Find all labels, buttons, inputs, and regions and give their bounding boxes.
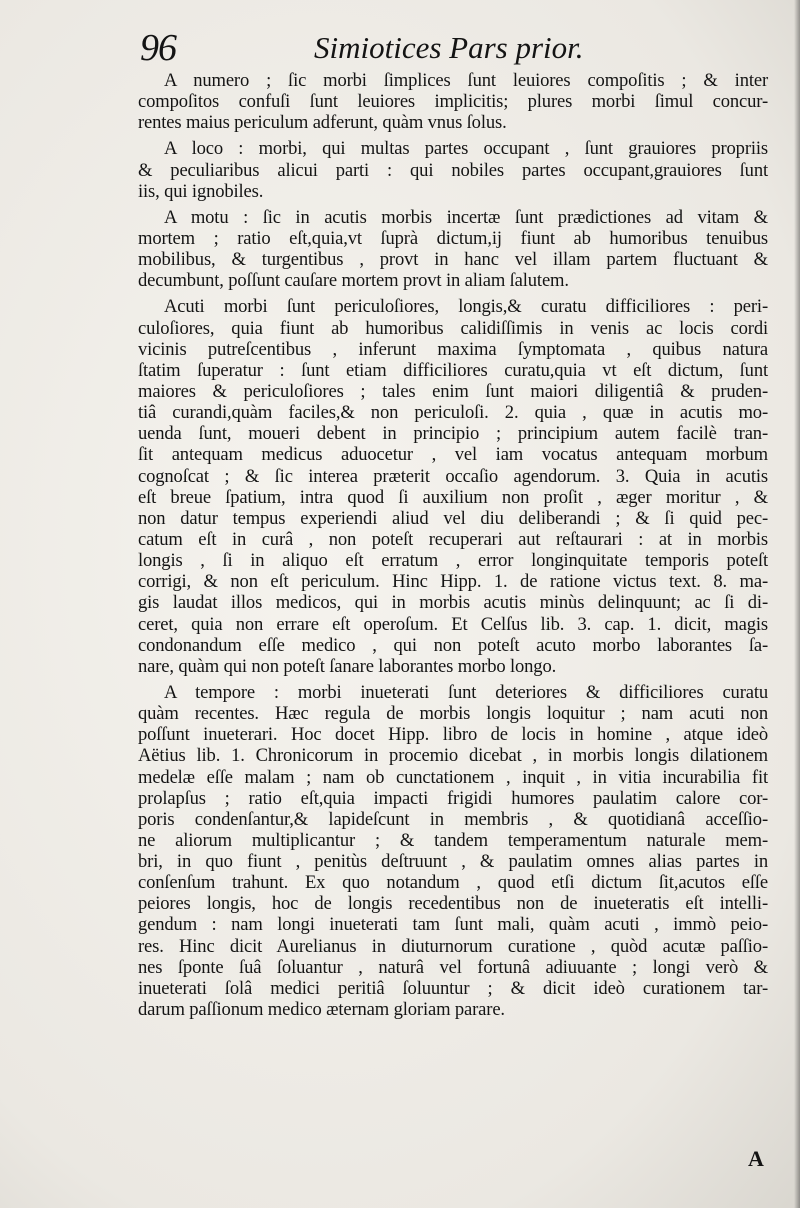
text-line: ſit antequam medicus aduocetur , vel iam vocatus antequam morbum	[138, 444, 768, 466]
text-line: decumbunt, poſſunt cauſare mortem provt in aliam ſalutem.	[138, 270, 569, 292]
text-line: peiores longis, hoc de longis recedentibus non de inueteratis eſt intelli-	[138, 893, 768, 915]
text-line: & peculiaribus alicui parti : qui nobiles partes occupant,grauiores ſunt	[138, 159, 768, 181]
page-edge-shadow	[794, 0, 800, 1208]
text-line: Acuti morbi ſunt periculoſiores, longis,& curatu difficiliores : peri-	[164, 296, 768, 318]
text-line: culoſiores, quia fiunt ab humoribus calidiſſimis in venis ac locis cordi	[138, 317, 768, 339]
text-line: cognoſcat ; & ſic interea præterit occaſio agendorum. 3. Quia in acutis	[138, 465, 768, 487]
text-line: A numero ; ſic morbi ſimplices ſunt leuiores compoſitis ; & inter	[164, 70, 768, 91]
text-line: conſenſum trahunt. Ex quo notandum , quod etſi dictum ſit,acutos eſſe	[138, 872, 768, 894]
text-line: vicinis putreſcentibus , inferunt maxima ſymptomata , quibus natura	[138, 338, 768, 360]
text-line: poſſunt inueterari. Hoc docet Hipp. libro de locis in homine , atque ideò	[138, 724, 768, 746]
text-line: A motu : ſic in acutis morbis incertæ ſunt prædictiones ad vitam &	[164, 206, 768, 228]
text-line: ceret, quia non errare eſt operoſum. Et Celſus lib. 3. cap. 1. dicit, magis	[138, 613, 768, 635]
text-line: ne aliorum multiplicantur ; & tandem temperamentum naturale mem-	[138, 829, 768, 851]
text-line: ſtatim ſuperatur : ſunt etiam difficiliores curatu,quia vt eſt dictum, ſunt	[138, 359, 768, 381]
text-line: Aëtius lib. 1. Chronicorum in procemio dicebat , in morbis longis dilationem	[138, 745, 768, 767]
body-text	[138, 70, 768, 1020]
text-line: poris condenſantur,& lapideſcunt in membris , & quotidianâ acceſſio-	[138, 808, 768, 830]
text-line: longis , ſi in aliquo eſt erratum , error longinquitate temporis poteſt	[138, 550, 768, 572]
text-line: darum paſſionum medico æternam gloriam parare.	[138, 999, 505, 1021]
text-line: corrigi, & non eſt periculum. Hinc Hipp. 1. de ratione victus text. 8. ma-	[138, 571, 768, 593]
catchword: A	[748, 1146, 764, 1171]
text-line: gendum : nam longi inueterati tam ſunt mali, quàm acuti , immò peio-	[138, 914, 768, 936]
text-line: iis, qui ignobiles.	[138, 180, 264, 202]
text-line: eſt breue ſpatium, intra quod ſi auxilium non proſit , æger moritur , &	[138, 486, 768, 508]
text-line: tiâ curandi,quàm faciles,& non periculoſi. 2. quia , quæ in acutis mo-	[138, 402, 768, 424]
text-line: bri, in quo fiunt , penitùs deſtruunt , & paulatim omnes alias partes in	[138, 851, 768, 873]
text-line: rentes maius periculum adferunt, quàm vnus ſolus.	[138, 112, 507, 134]
text-line: nare, quàm qui non poteſt ſanare laborantes morbo longo.	[138, 655, 557, 677]
text-line: catum eſt in curâ , non poteſt recuperari aut reſtaurari : at in morbis	[138, 528, 768, 550]
page-number: 96	[140, 27, 176, 69]
page-header	[140, 26, 740, 74]
text-line: gis laudat illos medicos, qui in morbis acutis minùs delinquunt; ac ſi di-	[138, 592, 768, 614]
text-line: mortem ; ratio eſt,quia,vt ſuprà dictum,ij fiunt ab humoribus tenuibus	[138, 227, 768, 249]
running-title: Simiotices Pars prior.	[314, 30, 584, 65]
text-line: quàm recentes. Hæc regula de morbis longis loquitur ; nam acuti non	[138, 703, 768, 725]
text-line: medelæ eſſe malam ; nam ob cunctationem , inquit , in vitia incurabilia fit	[138, 766, 768, 788]
text-line: A loco : morbi, qui multas partes occupant , ſunt grauiores propriis	[164, 138, 768, 160]
text-line: nes ſponte ſuâ ſoluantur , naturâ vel fortunâ adiuuante ; longi verò &	[138, 956, 768, 978]
text-line: maiores & periculoſiores ; tales enim ſunt maiori diligentiâ & pruden-	[138, 380, 768, 402]
text-line: inueterati ſolâ medici peritiâ ſoluuntur ; & dicit ideò curationem tar-	[138, 977, 768, 999]
text-line: compoſitos confuſi ſunt leuiores implicitis; plures morbi ſimul concur-	[138, 91, 768, 113]
text-line: res. Hinc dicit Aurelianus in diuturnorum curatione , quòd acutæ paſſio-	[138, 935, 768, 957]
text-line: mobilibus, & turgentibus , provt in hanc vel illam partem fluctuant &	[138, 249, 768, 271]
text-line: A tempore : morbi inueterati ſunt deteriores & difficiliores curatu	[164, 681, 768, 703]
text-line: non datur tempus experiendi aliud vel diu deliberandi ; & ſi quid pec-	[138, 507, 768, 529]
text-line: prolapſus ; ratio eſt,quia impacti frigidi humores paulatim calore cor-	[138, 787, 768, 809]
text-line: uenda ſunt, moueri debent in principio ; principium autem facilè tran-	[138, 423, 768, 445]
text-line: condonandum eſſe medico , qui non poteſt acuto morbo laborantes ſa-	[138, 634, 768, 656]
